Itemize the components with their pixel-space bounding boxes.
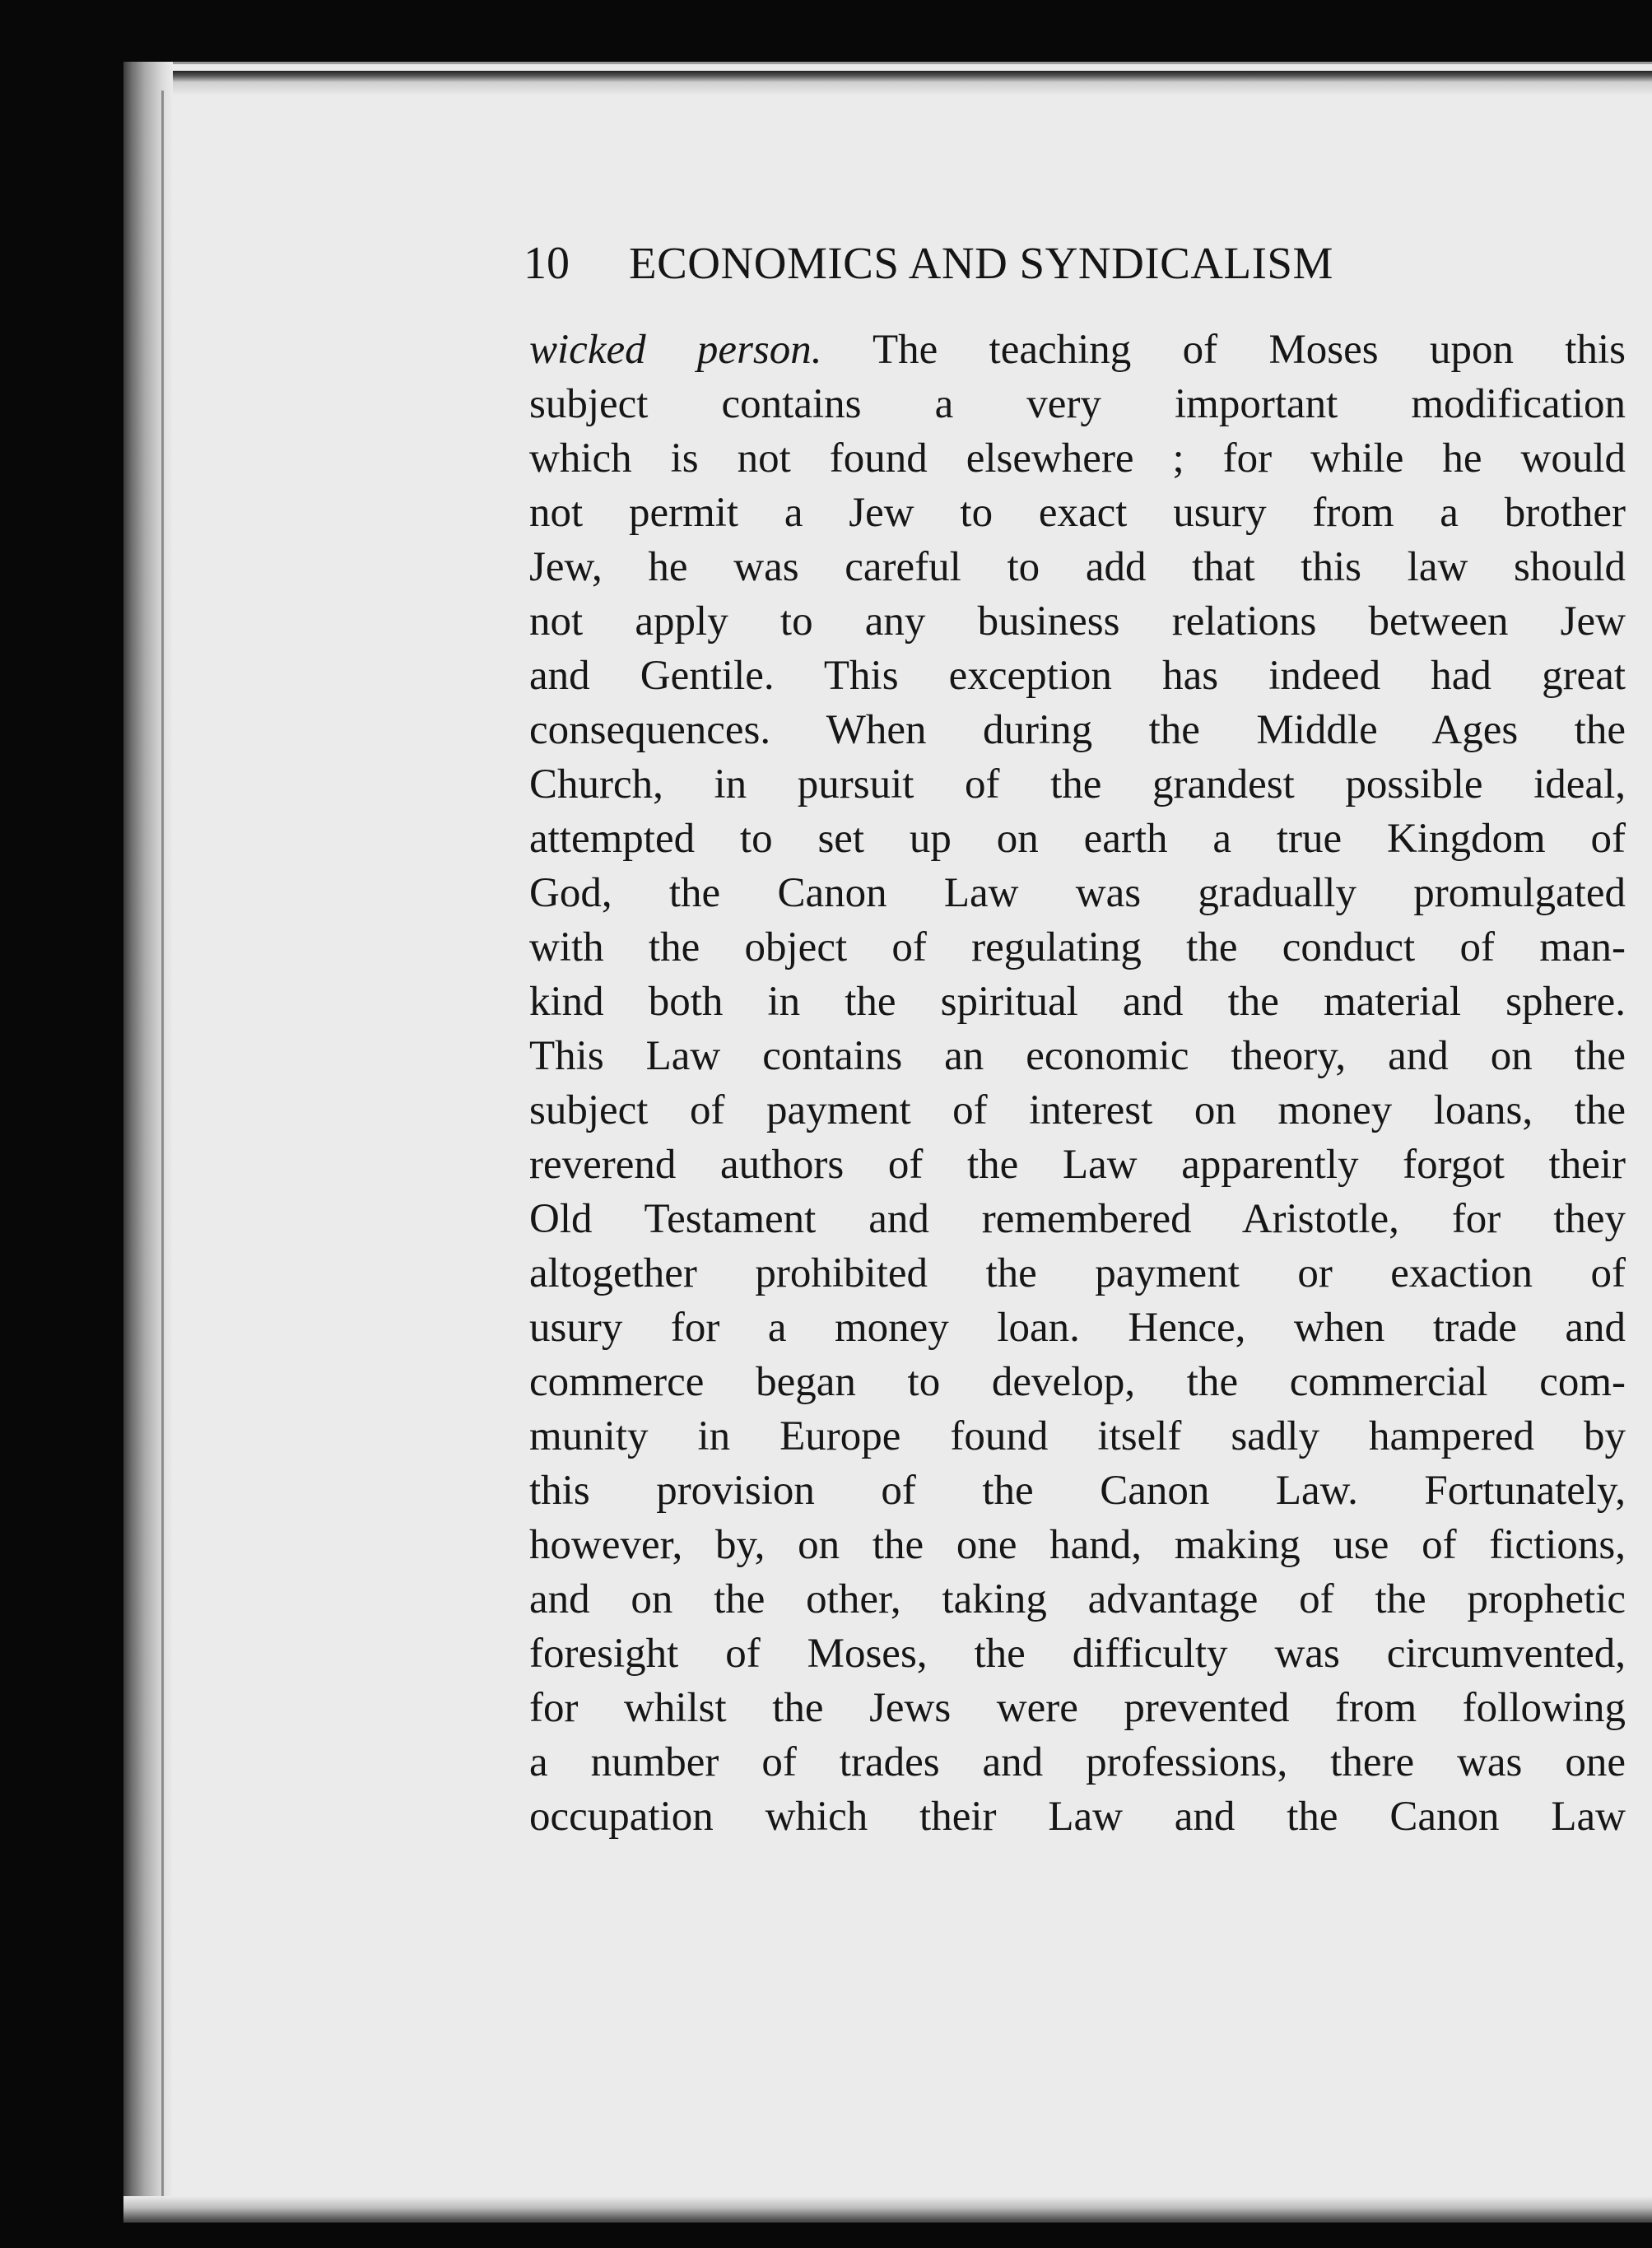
bottom-page-shadow	[123, 2196, 1652, 2222]
text-line: with the object of regulating the conduct of man-	[529, 924, 1626, 970]
page-number: 10	[524, 238, 570, 289]
text-line: foresight of Moses, the difficulty was circumvented,	[529, 1631, 1626, 1677]
text-line: God, the Canon Law was gradually promulgated	[529, 870, 1626, 916]
text-line	[529, 323, 1626, 377]
text-line: and on the other, taking advantage of the prophetic	[529, 1576, 1626, 1622]
text-line: kind both in the spiritual and the material sphere.	[529, 979, 1626, 1025]
running-head	[524, 235, 1454, 292]
binding-gutter	[123, 62, 173, 2222]
italic-phrase: wicked person.	[529, 327, 822, 373]
text-line: not apply to any business relations between Jew	[529, 598, 1626, 645]
text-line: altogether prohibited the payment or exaction of	[529, 1250, 1626, 1296]
text-line: for whilst the Jews were prevented from following	[529, 1685, 1626, 1731]
text-line: Jew, he was careful to add that this law should	[529, 544, 1626, 590]
text-line: occupation which their Law and the Canon Law	[529, 1794, 1626, 1840]
text-line: Old Testament and remembered Aristotle, for they	[529, 1196, 1626, 1242]
text-line: not permit a Jew to exact usury from a brother	[529, 490, 1626, 536]
text-line: Church, in pursuit of the grandest possible ideal,	[529, 761, 1626, 808]
text-line: subject of payment of interest on money loans, the	[529, 1087, 1626, 1133]
text-line: munity in Europe found itself sadly hampered by	[529, 1413, 1626, 1459]
text-line: consequences. When during the Middle Ages the	[529, 707, 1626, 753]
book-title: ECONOMICS AND SYNDICALISM	[629, 238, 1333, 288]
text-line: which is not found elsewhere ; for while he would	[529, 435, 1626, 482]
text-line: this provision of the Canon Law. Fortunately,	[529, 1468, 1626, 1514]
text-line: reverend authors of the Law apparently forgot their	[529, 1142, 1626, 1188]
text-line: This Law contains an economic theory, and on the	[529, 1033, 1626, 1079]
text-line: commerce began to develop, the commercial com-	[529, 1359, 1626, 1405]
text-line: subject contains a very important modification	[529, 381, 1626, 427]
text-line: however, by, on the one hand, making use of fictions,	[529, 1522, 1626, 1568]
text-line: a number of trades and professions, there was one	[529, 1739, 1626, 1785]
text-line: and Gentile. This exception has indeed had great	[529, 653, 1626, 699]
body-paragraph	[529, 323, 1626, 1844]
text-line: attempted to set up on earth a true Kingdom of	[529, 816, 1626, 862]
page-edge-line	[161, 91, 164, 2198]
top-page-shadow	[123, 71, 1652, 95]
text-line: usury for a money loan. Hence, when trade and	[529, 1305, 1626, 1351]
first-line-text: The teaching of Moses upon this	[872, 327, 1626, 373]
